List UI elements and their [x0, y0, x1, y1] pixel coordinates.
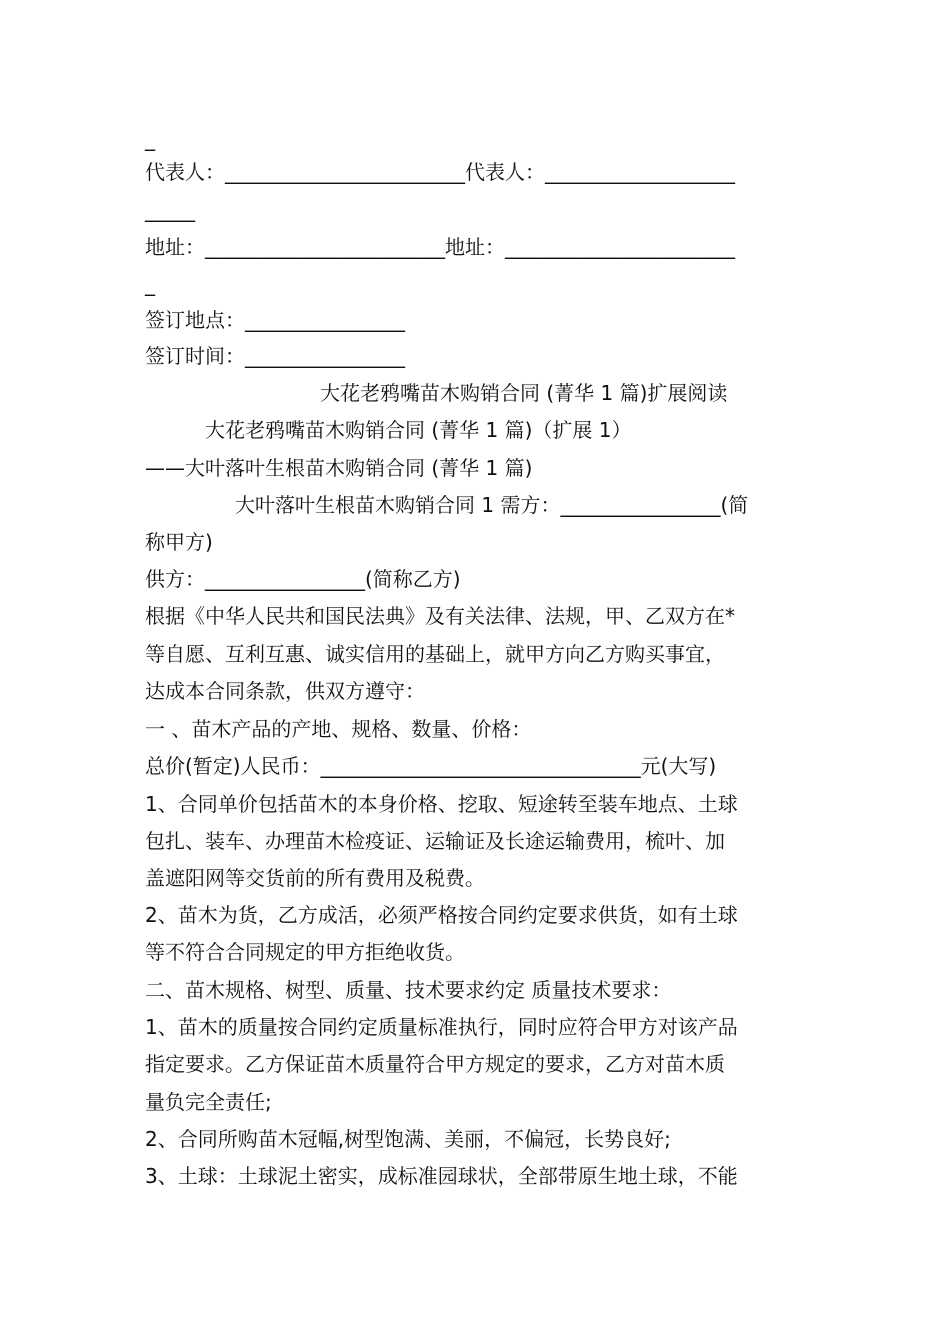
paragraph-line: 3、土球：土球泥土密实，成标准园球状，全部带原生地土球，不能 — [145, 1164, 738, 1188]
paragraph-line: 指定要求。乙方保证苗木质量符合甲方规定的要求，乙方对苗木质 — [145, 1052, 725, 1076]
text-line: _____ — [145, 198, 195, 222]
contract-subtitle: ——大叶落叶生根苗木购销合同 (菁华 1 篇) — [145, 456, 533, 480]
supplier-line: 供方：________________(简称乙方) — [145, 567, 461, 591]
total-price-line: 总价(暂定)人民币：________________________________元(大写) — [145, 754, 717, 778]
paragraph-line: 达成本合同条款，供双方遵守： — [145, 679, 425, 703]
paragraph-line: 盖遮阳网等交货前的所有费用及税费。 — [145, 866, 485, 890]
extension-heading: 大花老鸦嘴苗木购销合同 (菁华 1 篇)（扩展 1） — [205, 418, 632, 442]
paragraph-line: 等自愿、互利互惠、诚实信用的基础上，就甲方向乙方购买事宜， — [145, 642, 725, 666]
paragraph-line: 包扎、装车、办理苗木检疫证、运输证及长途运输费用，梳叶、加 — [145, 829, 725, 853]
text-line: _ — [145, 272, 155, 296]
text-line: _ — [145, 127, 155, 151]
paragraph-line: 1、合同单价包括苗木的本身价格、挖取、短途转至装车地点、土球 — [145, 792, 738, 816]
paragraph-line: 根据《中华人民共和国民法典》及有关法律、法规，甲、乙双方在* — [145, 604, 735, 628]
section-heading: 二、苗木规格、树型、质量、技术要求约定 质量技术要求： — [145, 978, 672, 1002]
address-line: 地址：________________________地址：_______________________ — [145, 235, 735, 259]
text-line: 称甲方) — [145, 530, 213, 554]
signing-place-line: 签订地点：________________ — [145, 308, 405, 332]
paragraph-line: 2、苗木为货，乙方成活，必须严格按合同约定要求供货，如有土球 — [145, 903, 738, 927]
paragraph-line: 等不符合合同规定的甲方拒绝收货。 — [145, 940, 465, 964]
paragraph-line: 2、合同所购苗木冠幅,树型饱满、美丽，不偏冠，长势良好; — [145, 1127, 671, 1151]
paragraph-line: 1、苗木的质量按合同约定质量标准执行，同时应符合甲方对该产品 — [145, 1015, 738, 1039]
paragraph-line: 量负完全责任; — [145, 1090, 272, 1114]
signing-time-line: 签订时间：________________ — [145, 344, 405, 368]
buyer-line: 大叶落叶生根苗木购销合同 1 需方：________________(简 — [235, 493, 749, 517]
section-heading: 一 、苗木产品的产地、规格、数量、价格： — [145, 717, 532, 741]
representative-line: 代表人：________________________代表人：___________________ — [145, 160, 735, 184]
extended-reading-heading: 大花老鸦嘴苗木购销合同 (菁华 1 篇)扩展阅读 — [320, 381, 728, 405]
